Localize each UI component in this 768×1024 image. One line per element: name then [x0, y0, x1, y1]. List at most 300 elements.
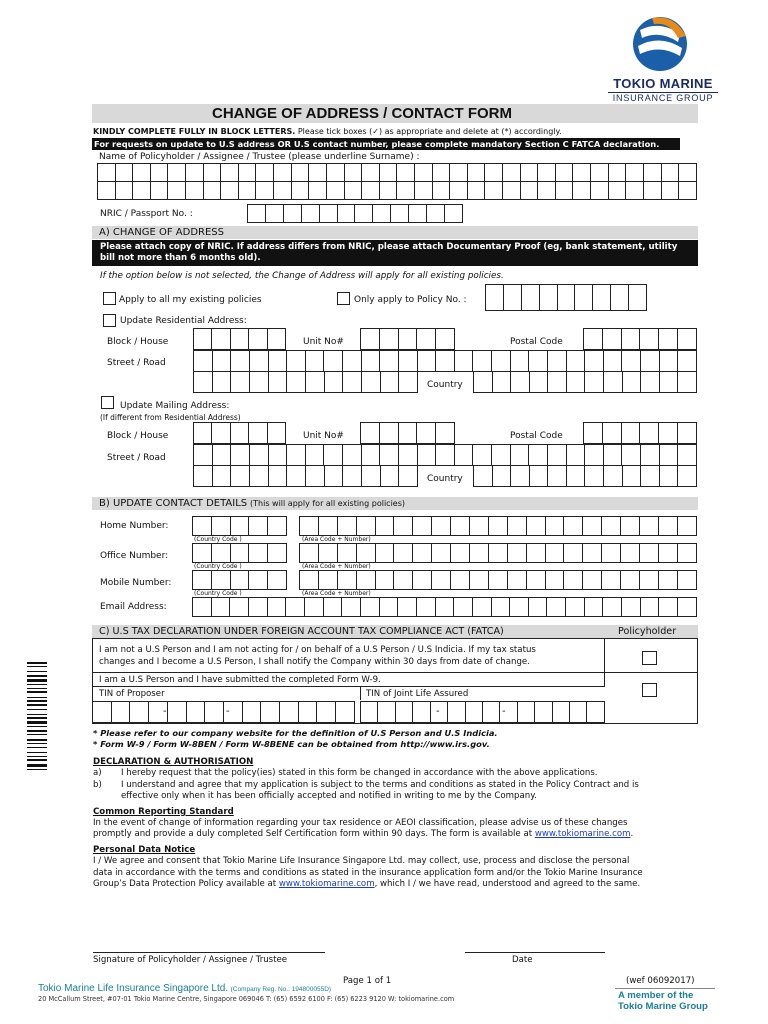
res-street-boxes-2[interactable] [193, 371, 418, 393]
input-box-cell[interactable] [192, 597, 212, 617]
input-box-cell[interactable] [661, 181, 680, 200]
input-box-cell[interactable] [601, 543, 621, 563]
input-box-cell[interactable] [417, 444, 437, 466]
input-box-cell[interactable] [393, 543, 413, 563]
input-box-cell[interactable] [380, 465, 400, 487]
input-box-cell[interactable] [526, 516, 546, 536]
input-box-cell[interactable] [192, 543, 212, 563]
input-box-cell[interactable] [211, 570, 231, 590]
input-box-cell[interactable] [639, 543, 659, 563]
input-box-cell[interactable] [603, 444, 623, 466]
input-box-cell[interactable] [192, 516, 212, 536]
input-box-cell[interactable] [326, 163, 345, 182]
res-street-boxes-1[interactable] [193, 350, 697, 372]
input-box-cell[interactable] [584, 465, 604, 487]
input-box-cell[interactable] [268, 465, 288, 487]
input-box-cell[interactable] [395, 701, 413, 723]
mail-street-boxes-2[interactable] [193, 465, 418, 487]
input-box-cell[interactable] [305, 465, 325, 487]
input-box-cell[interactable] [186, 701, 206, 723]
input-box-cell[interactable] [193, 350, 213, 372]
input-box-cell[interactable] [444, 204, 463, 223]
input-box-cell[interactable] [393, 570, 413, 590]
input-box-cell[interactable] [566, 444, 586, 466]
input-box-cell[interactable] [450, 543, 470, 563]
mobile-country-boxes[interactable] [192, 570, 287, 590]
input-box-cell[interactable] [255, 163, 274, 182]
input-box-cell[interactable] [520, 163, 539, 182]
input-box-cell[interactable] [318, 570, 338, 590]
input-box-cell[interactable] [230, 465, 250, 487]
input-box-cell[interactable] [238, 181, 257, 200]
input-box-cell[interactable] [248, 597, 268, 617]
input-box-cell[interactable] [279, 701, 299, 723]
input-box-cell[interactable] [502, 181, 521, 200]
input-box-cell[interactable] [473, 371, 493, 393]
input-box-cell[interactable] [268, 444, 288, 466]
input-box-cell[interactable] [412, 516, 432, 536]
input-box-cell[interactable] [167, 701, 187, 723]
input-box-cell[interactable] [432, 163, 451, 182]
input-box-cell[interactable] [185, 181, 204, 200]
input-box-cell[interactable] [193, 465, 213, 487]
mail-street-boxes-1[interactable] [193, 444, 697, 466]
input-box-cell[interactable] [482, 701, 500, 723]
input-box-cell[interactable] [323, 597, 343, 617]
input-box-cell[interactable] [319, 204, 338, 223]
input-box-cell[interactable] [132, 163, 151, 182]
input-box-cell[interactable] [602, 422, 622, 444]
input-box-cell[interactable] [412, 701, 430, 723]
input-box-cell[interactable] [469, 570, 489, 590]
input-box-cell[interactable] [342, 465, 362, 487]
input-box-cell[interactable] [492, 371, 512, 393]
input-box-cell[interactable] [268, 371, 288, 393]
input-box-cell[interactable] [377, 701, 395, 723]
input-box-cell[interactable] [361, 371, 381, 393]
input-box-cell[interactable] [454, 350, 474, 372]
mail-block-boxes[interactable] [193, 422, 286, 444]
input-box-cell[interactable] [398, 371, 418, 393]
input-box-cell[interactable] [435, 597, 455, 617]
input-box-cell[interactable] [484, 181, 503, 200]
input-box-cell[interactable] [566, 465, 586, 487]
input-box-cell[interactable] [230, 570, 250, 590]
input-box-cell[interactable] [601, 516, 621, 536]
input-box-cell[interactable] [379, 597, 399, 617]
mail-unit-boxes[interactable] [360, 422, 455, 444]
input-box-cell[interactable] [305, 444, 325, 466]
input-box-cell[interactable] [621, 444, 641, 466]
us-person-checkbox[interactable] [642, 683, 657, 697]
input-box-cell[interactable] [602, 328, 622, 350]
input-box-cell[interactable] [416, 597, 436, 617]
input-box-cell[interactable] [677, 597, 697, 617]
input-box-cell[interactable] [469, 543, 489, 563]
input-box-cell[interactable] [150, 181, 169, 200]
input-box-cell[interactable] [426, 204, 445, 223]
input-box-cell[interactable] [260, 701, 280, 723]
input-box-cell[interactable] [603, 465, 623, 487]
input-box-cell[interactable] [472, 350, 492, 372]
input-box-cell[interactable] [569, 701, 587, 723]
input-box-cell[interactable] [678, 163, 697, 182]
input-box-cell[interactable] [291, 163, 310, 182]
input-box-cell[interactable] [299, 543, 319, 563]
input-box-cell[interactable] [552, 701, 570, 723]
input-box-cell[interactable] [397, 597, 417, 617]
input-box-cell[interactable] [643, 181, 662, 200]
input-box-cell[interactable] [285, 597, 305, 617]
input-box-cell[interactable] [416, 328, 436, 350]
input-box-cell[interactable] [379, 350, 399, 372]
tin-proposer-boxes[interactable] [92, 701, 355, 723]
input-box-cell[interactable] [417, 350, 437, 372]
input-box-cell[interactable] [167, 163, 186, 182]
residential-checkbox[interactable] [103, 314, 116, 327]
input-box-cell[interactable] [242, 701, 262, 723]
input-box-cell[interactable] [273, 181, 292, 200]
input-box-cell[interactable] [502, 163, 521, 182]
input-box-cell[interactable] [324, 465, 344, 487]
input-box-cell[interactable] [491, 444, 511, 466]
input-box-cell[interactable] [412, 570, 432, 590]
input-box-cell[interactable] [249, 444, 269, 466]
input-box-cell[interactable] [316, 701, 336, 723]
input-box-cell[interactable] [286, 465, 306, 487]
input-box-cell[interactable] [484, 163, 503, 182]
input-box-cell[interactable] [507, 516, 527, 536]
input-box-cell[interactable] [639, 422, 659, 444]
input-box-cell[interactable] [469, 516, 489, 536]
input-box-cell[interactable] [449, 163, 468, 182]
input-box-cell[interactable] [640, 350, 660, 372]
input-box-cell[interactable] [488, 543, 508, 563]
input-box-cell[interactable] [528, 597, 548, 617]
input-box-cell[interactable] [360, 597, 380, 617]
input-box-cell[interactable] [115, 163, 134, 182]
input-box-cell[interactable] [342, 371, 362, 393]
input-box-cell[interactable] [212, 350, 232, 372]
input-box-cell[interactable] [621, 422, 641, 444]
input-box-cell[interactable] [318, 543, 338, 563]
input-box-cell[interactable] [621, 350, 641, 372]
input-box-cell[interactable] [639, 328, 659, 350]
input-box-cell[interactable] [414, 163, 433, 182]
input-box-cell[interactable] [97, 181, 116, 200]
pdn-website-link[interactable]: www.tokiomarine.com [278, 879, 375, 889]
input-box-cell[interactable] [193, 371, 213, 393]
input-box-cell[interactable] [360, 422, 380, 444]
input-box-cell[interactable] [192, 570, 212, 590]
input-box-cell[interactable] [510, 371, 530, 393]
input-box-cell[interactable] [298, 701, 318, 723]
input-box-cell[interactable] [547, 371, 567, 393]
res-postal-boxes[interactable] [583, 328, 697, 350]
input-box-cell[interactable] [230, 328, 249, 350]
home-country-boxes[interactable] [192, 516, 287, 536]
input-box-cell[interactable] [584, 444, 604, 466]
input-box-cell[interactable] [509, 597, 529, 617]
input-box-cell[interactable] [301, 204, 320, 223]
input-box-cell[interactable] [414, 181, 433, 200]
input-box-cell[interactable] [547, 444, 567, 466]
input-box-cell[interactable] [622, 465, 642, 487]
input-box-cell[interactable] [323, 444, 343, 466]
input-box-cell[interactable] [510, 465, 530, 487]
input-box-cell[interactable] [305, 350, 325, 372]
input-box-cell[interactable] [341, 597, 361, 617]
input-box-cell[interactable] [658, 328, 678, 350]
input-box-cell[interactable] [610, 284, 629, 311]
input-box-cell[interactable] [308, 163, 327, 182]
input-box-cell[interactable] [212, 444, 232, 466]
not-us-person-checkbox[interactable] [642, 651, 657, 665]
input-box-cell[interactable] [372, 204, 391, 223]
input-box-cell[interactable] [467, 163, 486, 182]
input-box-cell[interactable] [249, 350, 269, 372]
input-box-cell[interactable] [453, 597, 473, 617]
input-box-cell[interactable] [337, 543, 357, 563]
input-box-cell[interactable] [203, 181, 222, 200]
input-box-cell[interactable] [337, 204, 356, 223]
home-number-boxes[interactable] [299, 516, 697, 536]
input-box-cell[interactable] [299, 570, 319, 590]
input-box-cell[interactable] [677, 328, 697, 350]
input-box-cell[interactable] [354, 204, 373, 223]
input-box-cell[interactable] [582, 543, 602, 563]
mobile-number-boxes[interactable] [299, 570, 697, 590]
input-box-cell[interactable] [398, 422, 418, 444]
input-box-cell[interactable] [621, 328, 641, 350]
input-box-cell[interactable] [584, 597, 604, 617]
input-box-cell[interactable] [360, 701, 378, 723]
input-box-cell[interactable] [230, 543, 250, 563]
input-box-cell[interactable] [640, 465, 660, 487]
input-box-cell[interactable] [547, 465, 567, 487]
input-box-cell[interactable] [572, 163, 591, 182]
input-box-cell[interactable] [545, 543, 565, 563]
input-box-cell[interactable] [528, 350, 548, 372]
name-boxes-row-1[interactable] [97, 163, 697, 182]
input-box-cell[interactable] [555, 163, 574, 182]
input-box-cell[interactable] [661, 163, 680, 182]
input-box-cell[interactable] [248, 543, 268, 563]
input-box-cell[interactable] [592, 284, 611, 311]
input-box-cell[interactable] [380, 371, 400, 393]
input-box-cell[interactable] [447, 701, 465, 723]
input-box-cell[interactable] [361, 181, 380, 200]
signature-line[interactable] [93, 952, 325, 953]
input-box-cell[interactable] [375, 543, 395, 563]
apply-all-checkbox[interactable] [103, 292, 116, 305]
input-box-cell[interactable] [431, 543, 451, 563]
input-box-cell[interactable] [398, 328, 418, 350]
input-box-cell[interactable] [379, 328, 399, 350]
input-box-cell[interactable] [211, 328, 230, 350]
input-box-cell[interactable] [230, 444, 250, 466]
input-box-cell[interactable] [658, 516, 678, 536]
input-box-cell[interactable] [658, 422, 678, 444]
input-box-cell[interactable] [356, 516, 376, 536]
input-box-cell[interactable] [435, 328, 455, 350]
input-box-cell[interactable] [435, 422, 455, 444]
input-box-cell[interactable] [273, 163, 292, 182]
input-box-cell[interactable] [150, 163, 169, 182]
input-box-cell[interactable] [677, 371, 697, 393]
input-box-cell[interactable] [491, 597, 511, 617]
input-box-cell[interactable] [361, 163, 380, 182]
input-box-cell[interactable] [167, 181, 186, 200]
input-box-cell[interactable] [563, 516, 583, 536]
input-box-cell[interactable] [534, 701, 552, 723]
input-box-cell[interactable] [204, 701, 224, 723]
input-box-cell[interactable] [361, 350, 381, 372]
apply-policy-checkbox[interactable] [337, 292, 350, 305]
input-box-cell[interactable] [677, 570, 697, 590]
input-box-cell[interactable] [621, 597, 641, 617]
input-box-cell[interactable] [465, 701, 483, 723]
input-box-cell[interactable] [563, 543, 583, 563]
input-box-cell[interactable] [356, 570, 376, 590]
input-box-cell[interactable] [435, 350, 455, 372]
input-box-cell[interactable] [529, 465, 549, 487]
input-box-cell[interactable] [510, 444, 530, 466]
input-box-cell[interactable] [473, 465, 493, 487]
input-box-cell[interactable] [211, 422, 230, 444]
input-box-cell[interactable] [555, 181, 574, 200]
input-box-cell[interactable] [247, 204, 266, 223]
input-box-cell[interactable] [398, 350, 418, 372]
input-box-cell[interactable] [622, 371, 642, 393]
input-box-cell[interactable] [658, 570, 678, 590]
input-box-cell[interactable] [677, 465, 697, 487]
input-box-cell[interactable] [603, 350, 623, 372]
input-box-cell[interactable] [283, 204, 302, 223]
input-box-cell[interactable] [678, 181, 697, 200]
input-box-cell[interactable] [572, 181, 591, 200]
input-box-cell[interactable] [324, 371, 344, 393]
input-box-cell[interactable] [658, 597, 678, 617]
input-box-cell[interactable] [539, 284, 558, 311]
input-box-cell[interactable] [583, 328, 603, 350]
nric-boxes[interactable] [247, 204, 463, 223]
input-box-cell[interactable] [603, 371, 623, 393]
input-box-cell[interactable] [286, 350, 306, 372]
input-box-cell[interactable] [326, 181, 345, 200]
input-box-cell[interactable] [360, 328, 380, 350]
input-box-cell[interactable] [545, 570, 565, 590]
input-box-cell[interactable] [248, 570, 268, 590]
input-box-cell[interactable] [416, 422, 436, 444]
input-box-cell[interactable] [659, 350, 679, 372]
mailing-checkbox[interactable] [101, 396, 114, 409]
input-box-cell[interactable] [193, 444, 213, 466]
input-box-cell[interactable] [212, 465, 232, 487]
policy-number-boxes[interactable] [485, 284, 647, 311]
input-box-cell[interactable] [546, 597, 566, 617]
input-box-cell[interactable] [583, 422, 603, 444]
input-box-cell[interactable] [211, 597, 231, 617]
input-box-cell[interactable] [211, 543, 231, 563]
input-box-cell[interactable] [590, 181, 609, 200]
input-box-cell[interactable] [115, 181, 134, 200]
input-box-cell[interactable] [268, 350, 288, 372]
input-box-cell[interactable] [342, 444, 362, 466]
input-box-cell[interactable] [431, 570, 451, 590]
input-box-cell[interactable] [677, 543, 697, 563]
input-box-cell[interactable] [677, 422, 697, 444]
input-box-cell[interactable] [520, 181, 539, 200]
input-box-cell[interactable] [342, 350, 362, 372]
input-box-cell[interactable] [547, 350, 567, 372]
input-box-cell[interactable] [267, 328, 286, 350]
input-box-cell[interactable] [356, 543, 376, 563]
input-box-cell[interactable] [450, 570, 470, 590]
input-box-cell[interactable] [521, 284, 540, 311]
input-box-cell[interactable] [537, 181, 556, 200]
input-box-cell[interactable] [220, 181, 239, 200]
input-box-cell[interactable] [432, 181, 451, 200]
office-country-boxes[interactable] [192, 543, 287, 563]
input-box-cell[interactable] [639, 516, 659, 536]
input-box-cell[interactable] [449, 181, 468, 200]
input-box-cell[interactable] [658, 543, 678, 563]
input-box-cell[interactable] [337, 516, 357, 536]
input-box-cell[interactable] [643, 163, 662, 182]
input-box-cell[interactable] [318, 516, 338, 536]
input-box-cell[interactable] [492, 465, 512, 487]
input-box-cell[interactable] [491, 350, 511, 372]
input-box-cell[interactable] [304, 597, 324, 617]
input-box-cell[interactable] [507, 543, 527, 563]
input-box-cell[interactable] [379, 181, 398, 200]
mail-country-boxes[interactable] [473, 465, 697, 487]
date-line[interactable] [465, 952, 605, 953]
input-box-cell[interactable] [450, 516, 470, 536]
input-box-cell[interactable] [230, 516, 250, 536]
input-box-cell[interactable] [557, 284, 576, 311]
input-box-cell[interactable] [545, 516, 565, 536]
input-box-cell[interactable] [503, 284, 522, 311]
input-box-cell[interactable] [396, 181, 415, 200]
input-box-cell[interactable] [488, 570, 508, 590]
tin-joint-boxes[interactable] [360, 701, 605, 723]
input-box-cell[interactable] [566, 350, 586, 372]
input-box-cell[interactable] [640, 444, 660, 466]
input-box-cell[interactable] [408, 204, 427, 223]
input-box-cell[interactable] [361, 465, 381, 487]
input-box-cell[interactable] [375, 570, 395, 590]
input-box-cell[interactable] [608, 181, 627, 200]
input-box-cell[interactable] [586, 701, 604, 723]
input-box-cell[interactable] [248, 422, 267, 444]
input-box-cell[interactable] [393, 516, 413, 536]
input-box-cell[interactable] [472, 444, 492, 466]
input-box-cell[interactable] [659, 371, 679, 393]
input-box-cell[interactable] [265, 204, 284, 223]
input-box-cell[interactable] [249, 371, 269, 393]
input-box-cell[interactable] [467, 181, 486, 200]
input-box-cell[interactable] [435, 444, 455, 466]
input-box-cell[interactable] [620, 570, 640, 590]
input-box-cell[interactable] [602, 597, 622, 617]
input-box-cell[interactable] [305, 371, 325, 393]
input-box-cell[interactable] [659, 444, 679, 466]
input-box-cell[interactable] [412, 543, 432, 563]
input-box-cell[interactable] [625, 163, 644, 182]
input-box-cell[interactable] [640, 371, 660, 393]
